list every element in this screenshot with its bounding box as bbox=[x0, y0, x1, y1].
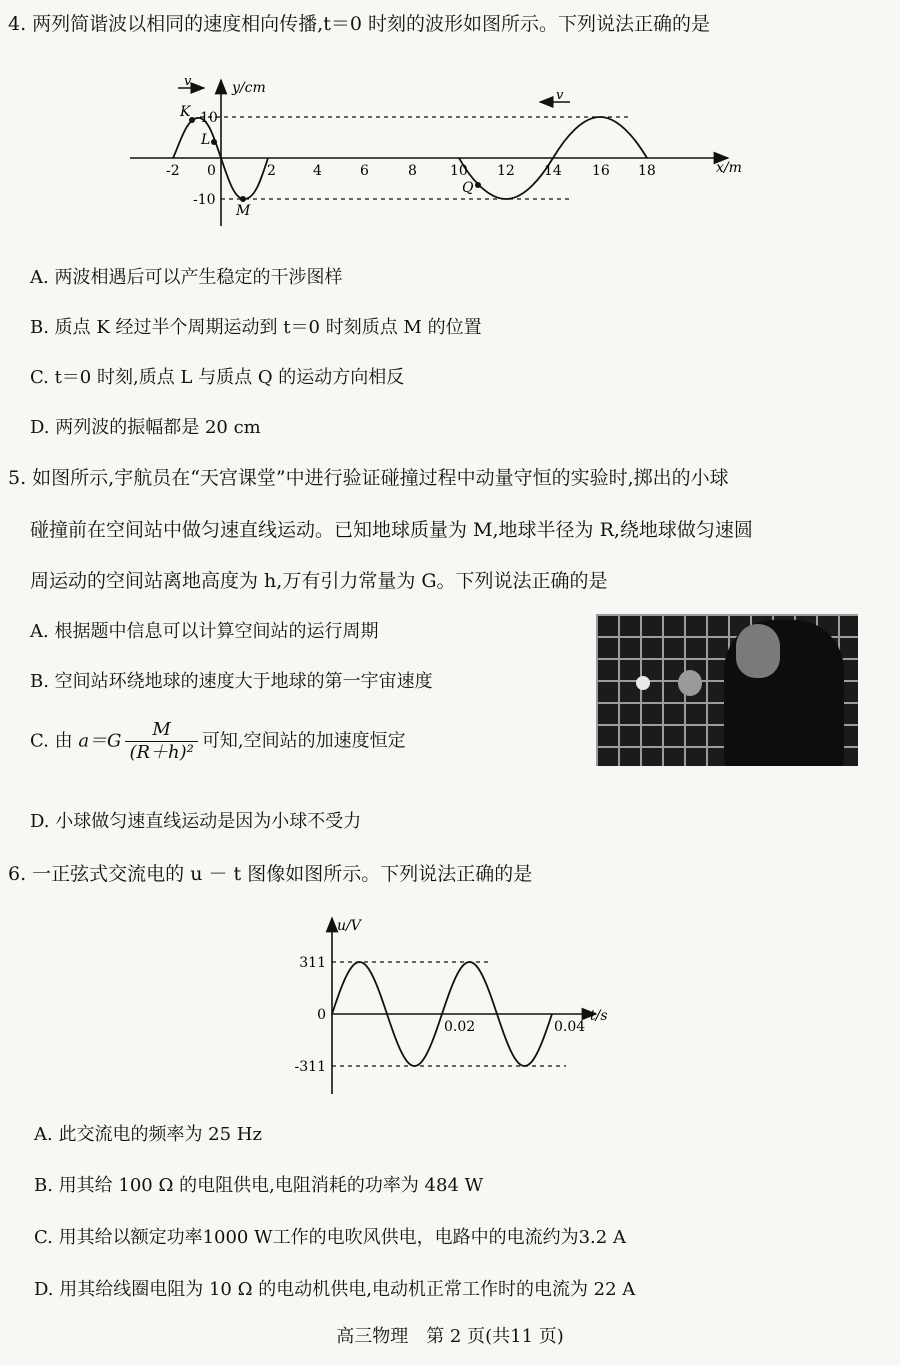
wave-y-tick-neg10: -10 bbox=[193, 192, 216, 208]
q6-option-c: C. 用其给以额定功率1000 W工作的电吹风供电，电路中的电流约为3.2 A bbox=[34, 1227, 626, 1248]
q6-option-a: A. 此交流电的频率为 25 Hz bbox=[34, 1124, 262, 1145]
wave-x-tick: 14 bbox=[544, 163, 562, 179]
wave-x-tick: 12 bbox=[497, 163, 515, 179]
q4-option-b: B. 质点 K 经过半个周期运动到 t＝0 时刻质点 M 的位置 bbox=[30, 317, 482, 338]
point-q bbox=[475, 182, 481, 188]
ac-x-axis-label: t/s bbox=[590, 1008, 608, 1024]
point-k-label: K bbox=[180, 104, 191, 120]
q6-option-b: B. 用其给 100 Ω 的电阻供电,电阻消耗的功率为 484 W bbox=[34, 1175, 484, 1196]
q6-option-d: D. 用其给线圈电阻为 10 Ω 的电动机供电,电动机正常工作时的电流为 22 A bbox=[34, 1279, 636, 1300]
q5-formula-numerator: M bbox=[125, 719, 197, 742]
photo-astronaut-hand bbox=[678, 670, 702, 696]
right-velocity-label: v bbox=[556, 88, 564, 103]
ac-x-tick-label: 0.02 bbox=[444, 1019, 476, 1035]
photo-astronaut-head bbox=[736, 624, 780, 678]
ac-y-tick-label: 0 bbox=[317, 1007, 326, 1023]
q5-option-c-suffix: 可知,空间站的加速度恒定 bbox=[201, 730, 406, 752]
q5-stem-line-2: 碰撞前在空间站中做匀速直线运动。已知地球质量为 M,地球半径为 R,绕地球做匀速圆 bbox=[30, 519, 753, 541]
wave-figure bbox=[0, 58, 900, 288]
ac-voltage-chart bbox=[0, 904, 900, 1124]
point-l-label: L bbox=[201, 132, 211, 148]
wave-y-axis-label: y/cm bbox=[232, 80, 266, 96]
ac-x-tick-label: 0.04 bbox=[554, 1019, 586, 1035]
q5-option-a: A. 根据题中信息可以计算空间站的运行周期 bbox=[30, 621, 379, 642]
ac-y-tick-label: 311 bbox=[299, 955, 326, 971]
point-m bbox=[240, 196, 246, 202]
ac-y-tick-label: -311 bbox=[294, 1059, 326, 1075]
q6-stem: 6. 一正弦式交流电的 u － t 图像如图所示。下列说法正确的是 bbox=[8, 863, 533, 885]
q4-stem: 4. 两列简谐波以相同的速度相向传播,t＝0 时刻的波形如图所示。下列说法正确的是 bbox=[8, 13, 710, 35]
point-m-label: M bbox=[236, 203, 251, 219]
wave-x-tick: 6 bbox=[360, 163, 369, 179]
q5-formula-left: a＝G bbox=[78, 730, 122, 752]
tiangong-classroom-photo bbox=[596, 614, 858, 766]
wave-x-tick: 2 bbox=[267, 163, 276, 179]
wave-x-tick: 4 bbox=[313, 163, 322, 179]
wave-x-tick: 8 bbox=[408, 163, 417, 179]
wave-x-tick: 10 bbox=[450, 163, 468, 179]
q5-formula-fraction bbox=[125, 719, 197, 764]
wave-x-axis-label: x/m bbox=[716, 160, 742, 176]
wave-x-tick: -2 bbox=[166, 163, 180, 179]
wave-y-tick-10: 10 bbox=[200, 110, 218, 126]
wave-x-tick: 18 bbox=[638, 163, 656, 179]
q5-option-c-prefix: C. 由 bbox=[30, 730, 73, 752]
q4-option-c: C. t＝0 时刻,质点 L 与质点 Q 的运动方向相反 bbox=[30, 367, 405, 388]
q5-option-d: D. 小球做匀速直线运动是因为小球不受力 bbox=[30, 811, 362, 832]
point-q-label: Q bbox=[462, 180, 474, 196]
wave-x-tick: 0 bbox=[207, 163, 216, 179]
ac-y-axis-label: u/V bbox=[337, 918, 361, 934]
left-velocity-label: v bbox=[184, 74, 192, 89]
page-footer: 高三物理 第 2 页(共11 页) bbox=[336, 1326, 564, 1347]
q5-formula-denominator: (R＋h)² bbox=[129, 742, 194, 763]
point-l bbox=[211, 139, 217, 145]
photo-ball bbox=[636, 676, 650, 690]
q4-option-d: D. 两列波的振幅都是 20 cm bbox=[30, 417, 261, 438]
q4-option-a: A. 两波相遇后可以产生稳定的干涉图样 bbox=[30, 267, 343, 288]
q5-stem-line-3: 周运动的空间站离地高度为 h,万有引力常量为 G。下列说法正确的是 bbox=[30, 570, 608, 592]
q5-option-b: B. 空间站环绕地球的速度大于地球的第一宇宙速度 bbox=[30, 671, 433, 692]
wave-x-tick: 16 bbox=[592, 163, 610, 179]
q5-stem-line-1: 5. 如图所示,宇航员在“天宫课堂”中进行验证碰撞过程中动量守恒的实验时,掷出的小球 bbox=[8, 467, 729, 489]
q5-option-c bbox=[30, 719, 406, 764]
